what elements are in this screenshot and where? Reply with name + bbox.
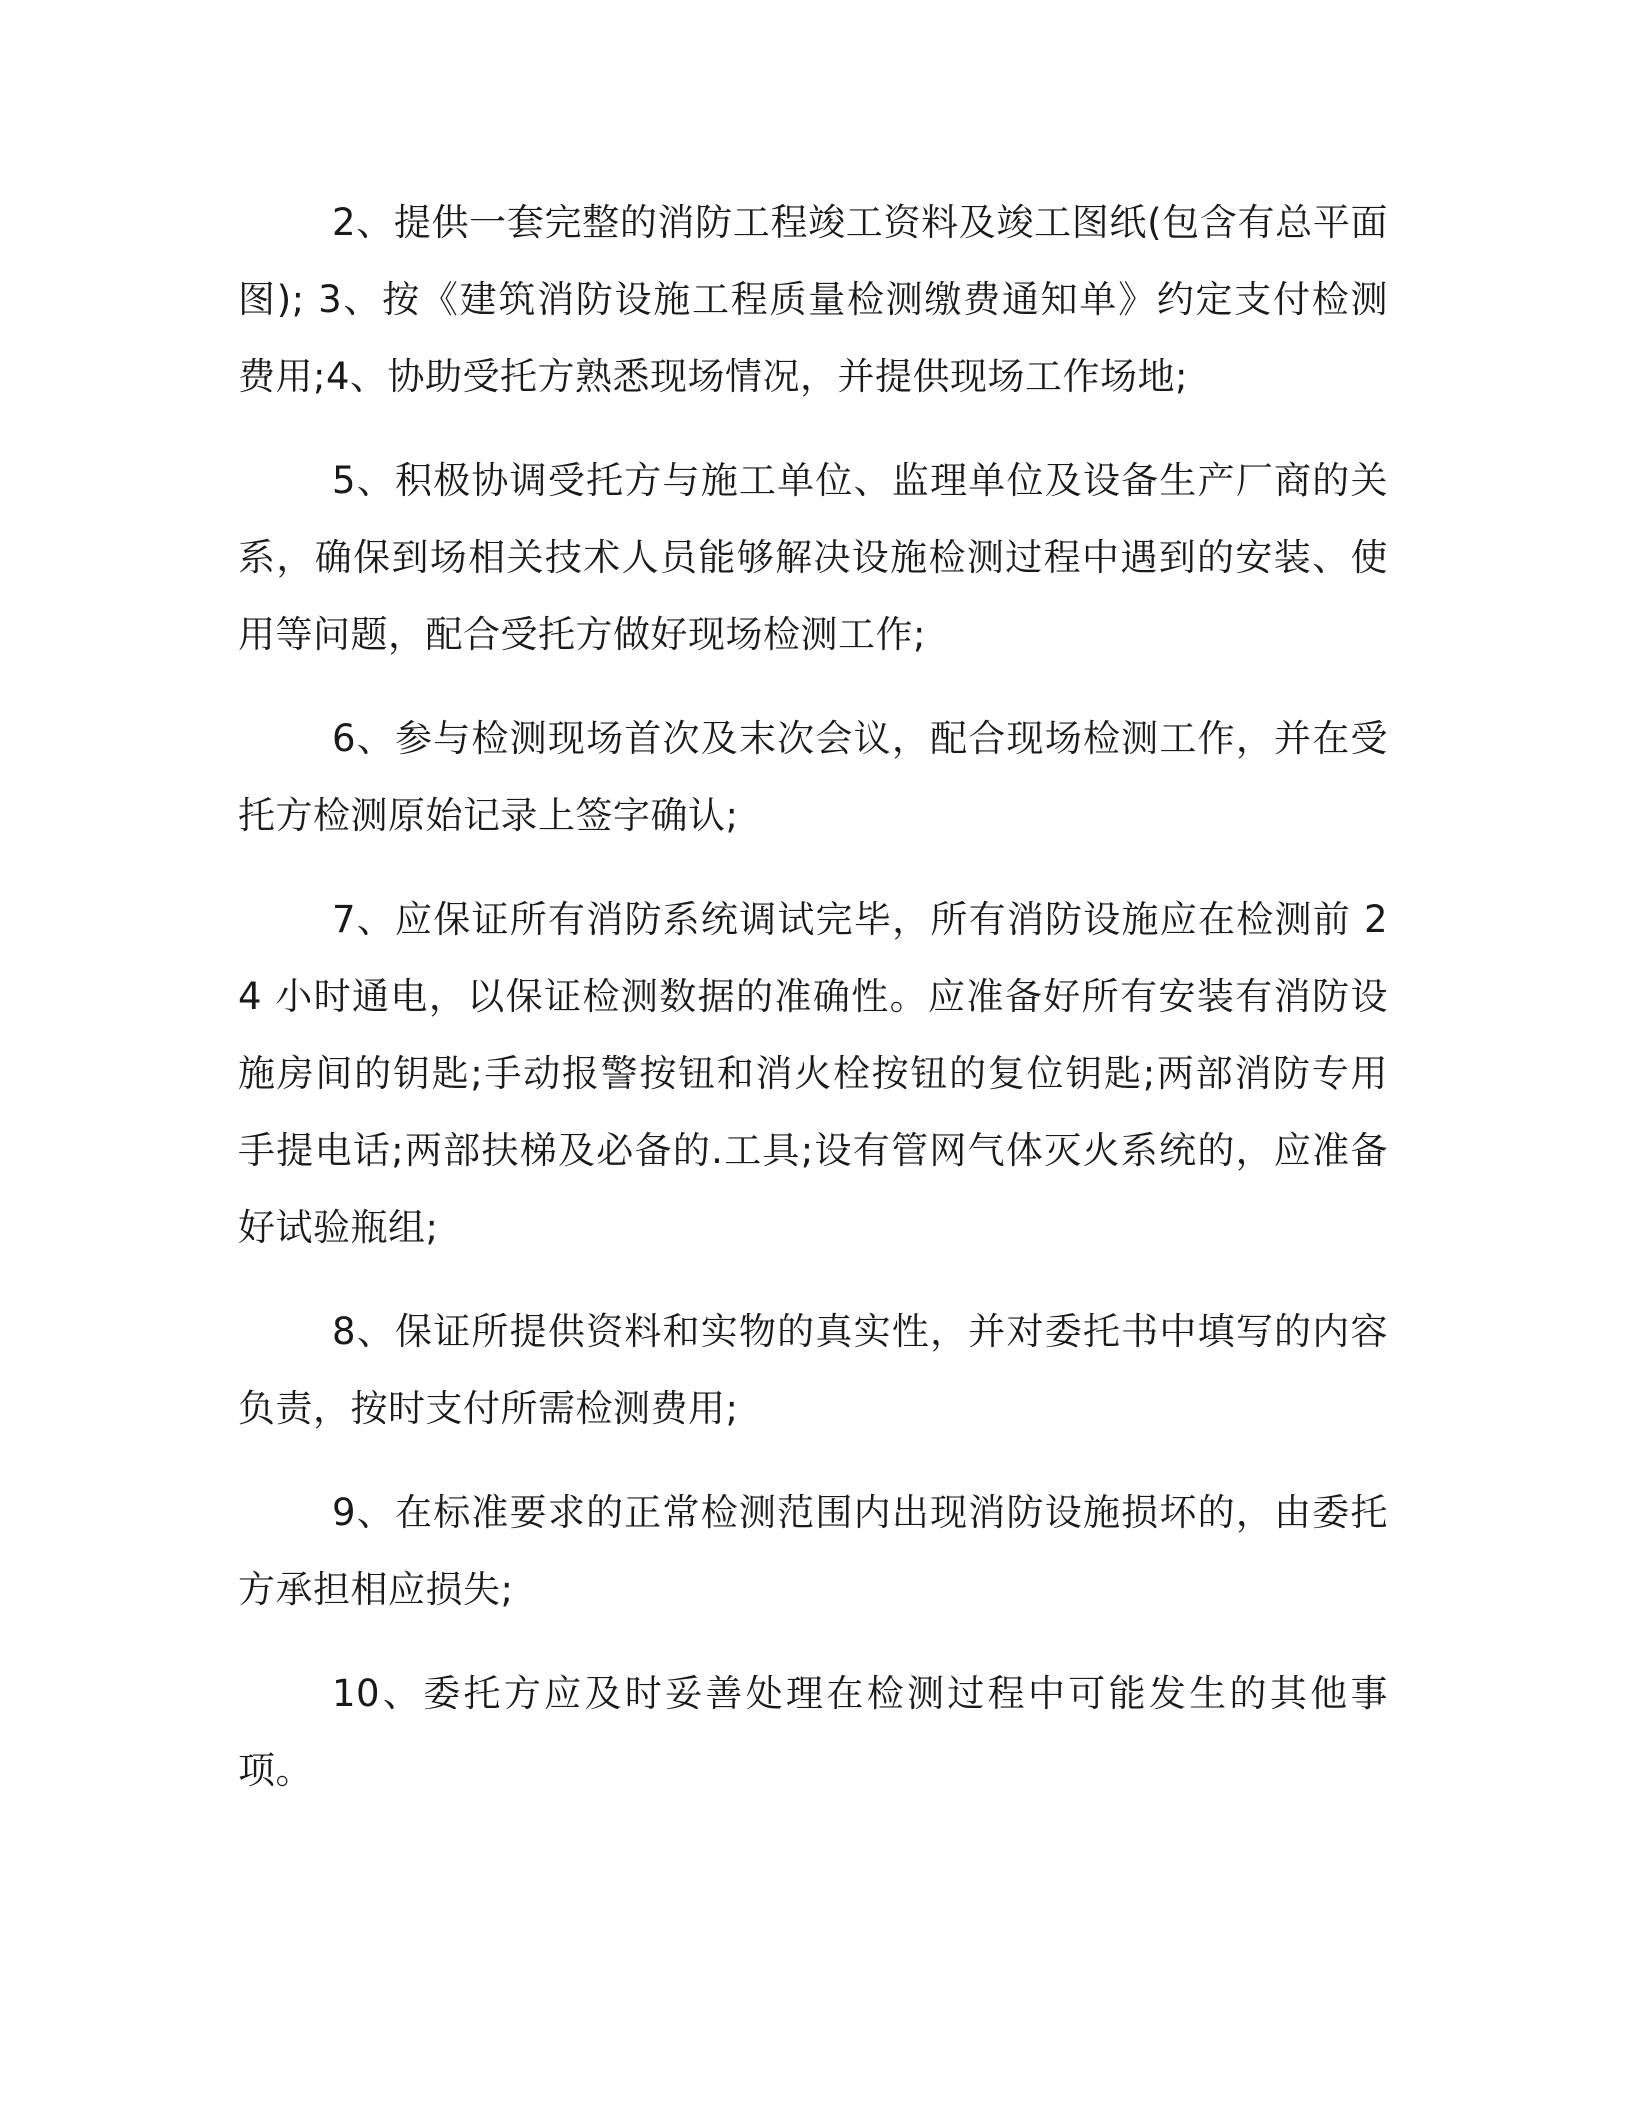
paragraph-item-9: 9、在标准要求的正常检测范围内出现消防设施损坏的，由委托方承担相应损失; bbox=[238, 1491, 1388, 1611]
paragraph-item-7: 7、应保证所有消防系统调试完毕，所有消防设施应在检测前 24 小时通电，以保证检测数据的准确性。应准备好所有安装有消防设施房间的钥匙;手动报警按钮和消火栓按钮的复位钥匙;两部消防专用手提电话;两部扶梯及必备的.工具;设有管网气体灭火系统的，应准备好试验瓶组; bbox=[238, 898, 1388, 1249]
paragraph-item-10: 10、委托方应及时妥善处理在检测过程中可能发生的其他事项。 bbox=[238, 1672, 1388, 1792]
paragraph-item-5: 5、积极协调受托方与施工单位、监理单位及设备生产厂商的关系，确保到场相关技术人员能够解决设施检测过程中遇到的安装、使用等问题，配合受托方做好现场检测工作; bbox=[238, 459, 1388, 656]
document-body bbox=[238, 184, 1388, 1809]
paragraph-item-2-4: 2、提供一套完整的消防工程竣工资料及竣工图纸(包含有总平面图); 3、按《建筑消防设施工程质量检测缴费通知单》约定支付检测费用;4、协助受托方熟悉现场情况，并提供现场工作场地; bbox=[238, 201, 1388, 398]
paragraph-item-8: 8、保证所提供资料和实物的真实性，并对委托书中填写的内容负责，按时支付所需检测费用; bbox=[238, 1310, 1388, 1430]
paragraph-item-6: 6、参与检测现场首次及末次会议，配合现场检测工作，并在受托方检测原始记录上签字确认; bbox=[238, 717, 1388, 837]
